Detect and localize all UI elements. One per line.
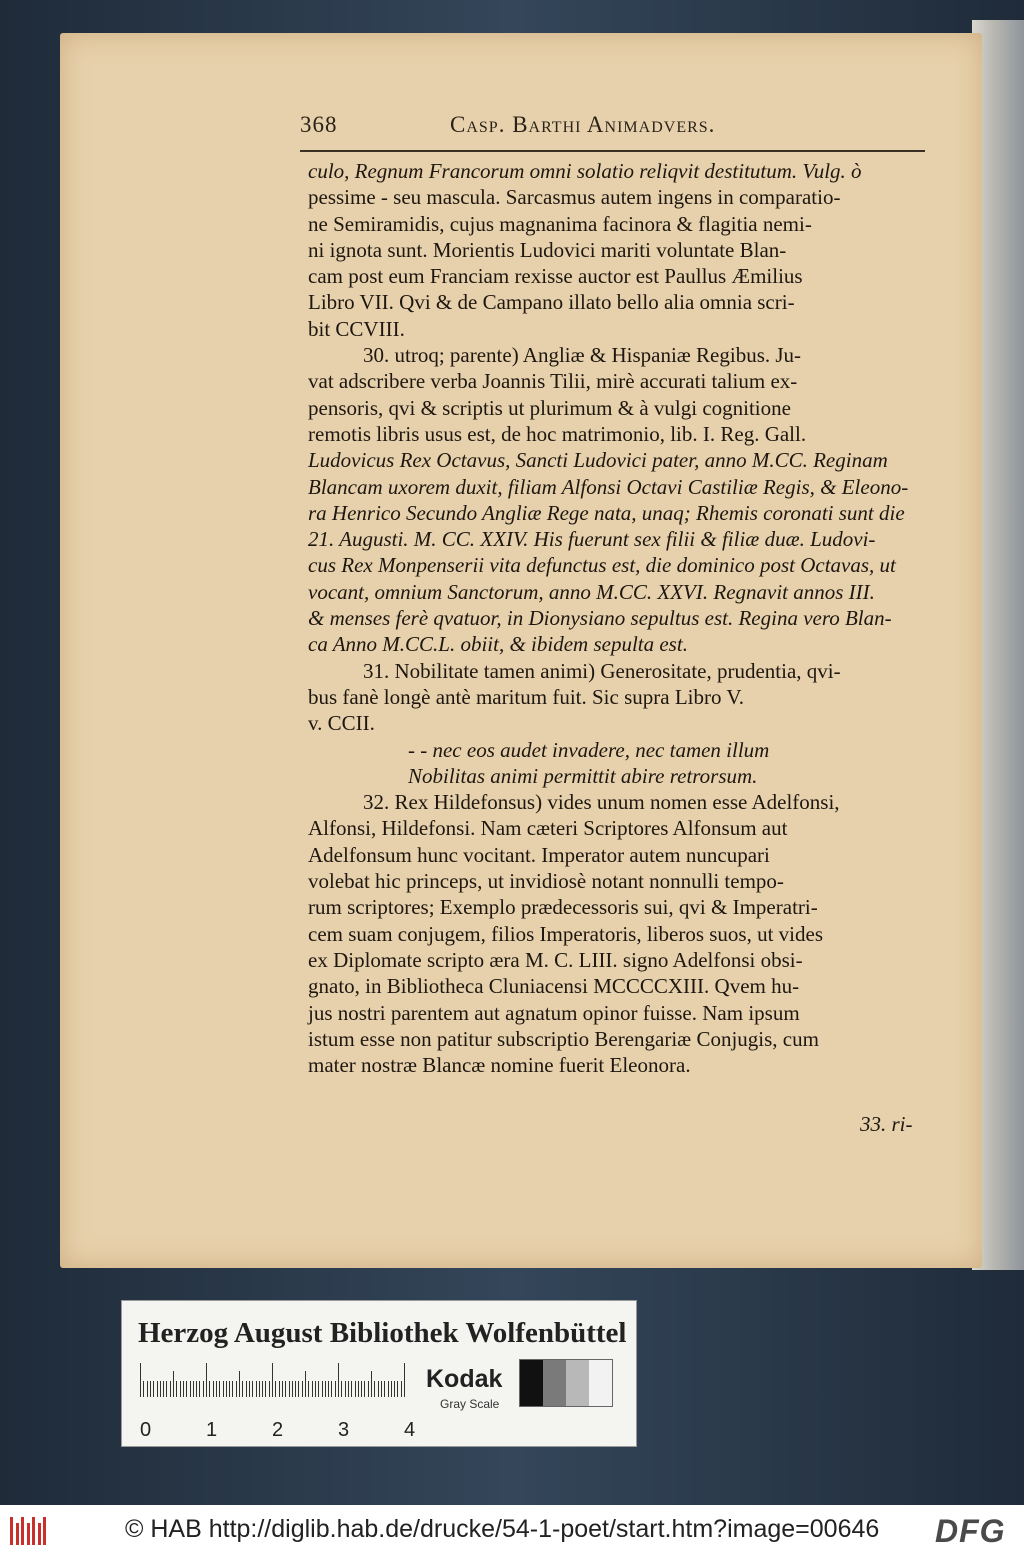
- ruler-tick: [302, 1381, 303, 1397]
- text-line: bit CCVIII.: [308, 316, 405, 341]
- ruler-tick: [265, 1381, 266, 1397]
- hab-logo-bar: [16, 1523, 19, 1545]
- text-line: pensoris, qvi & scriptis ut plurimum & à vulgi cognitione: [308, 395, 791, 420]
- ruler-tick: [160, 1381, 161, 1397]
- ruler-tick: [298, 1381, 299, 1397]
- text-line: bus fanè longè antè maritum fuit. Sic supra Libro V.: [308, 684, 745, 709]
- hab-logo-bar: [21, 1517, 24, 1545]
- ruler-tick: [239, 1371, 240, 1397]
- catchword: 33. ri-: [860, 1112, 913, 1136]
- ruler-number: 4: [404, 1419, 416, 1441]
- ruler-tick: [315, 1381, 316, 1397]
- ruler-tick: [285, 1381, 286, 1397]
- ruler-tick: [153, 1381, 154, 1397]
- hab-logo-icon: [10, 1517, 48, 1545]
- text-line: 32. Rex Hildefonsus) vides unum nomen esse Adelfonsi,: [363, 790, 840, 815]
- ruler-number: 3: [338, 1419, 350, 1441]
- ruler-tick: [186, 1381, 187, 1397]
- ruler-tick: [190, 1381, 191, 1397]
- ruler-number: 0: [140, 1419, 152, 1441]
- ruler-tick: [272, 1363, 273, 1397]
- text-line: 31. Nobilitate tamen animi) Generositate, prudentia, qvi-: [363, 658, 841, 683]
- ruler-tick: [384, 1381, 385, 1397]
- ruler-tick: [269, 1381, 270, 1397]
- ruler-tick: [252, 1381, 253, 1397]
- text-line: jus nostri parentem aut agnatum opinor fuisse. Nam ipsum: [308, 1000, 800, 1025]
- ruler-tick: [322, 1381, 323, 1397]
- text-line: volebat hic princeps, ut invidiosè notant nonnulli tempo-: [308, 869, 784, 894]
- text-line: remotis libris usus est, de hoc matrimonio, lib. I. Reg. Gall.: [308, 421, 807, 446]
- ruler-tick: [397, 1381, 398, 1397]
- text-line: Libro VII. Qvi & de Campano illato bello alia omnia scri-: [308, 290, 795, 315]
- ruler-tick: [371, 1371, 372, 1397]
- ruler-tick: [183, 1381, 184, 1397]
- ruler-tick: [328, 1381, 329, 1397]
- ruler-tick: [308, 1381, 309, 1397]
- ruler-tick: [318, 1381, 319, 1397]
- ruler-tick: [216, 1381, 217, 1397]
- text-line: ca Anno M.CC.L. obiit, & ibidem sepulta est.: [308, 632, 688, 657]
- color-target-card: [121, 1300, 637, 1447]
- ruler-tick: [358, 1381, 359, 1397]
- text-line: & menses ferè qvatuor, in Dionysiano sepultus est. Regina vero Blan-: [308, 606, 892, 631]
- ruler-tick: [199, 1381, 200, 1397]
- ruler-tick: [203, 1381, 204, 1397]
- kodak-logo: Kodak: [426, 1365, 503, 1393]
- text-line: ra Henrico Secundo Angliæ Rege nata, unaq; Rhemis coronati sunt die: [308, 500, 905, 525]
- ruler-tick: [345, 1381, 346, 1397]
- ruler-tick: [259, 1381, 260, 1397]
- text-line: vat adscribere verba Joannis Tilii, mirè accurati talium ex-: [308, 369, 798, 394]
- ruler-tick: [289, 1381, 290, 1397]
- ruler-tick: [249, 1381, 250, 1397]
- text-line: mater nostræ Blancæ nomine fuerit Eleonora.: [308, 1053, 691, 1078]
- ruler-tick: [374, 1381, 375, 1397]
- ruler-tick: [170, 1381, 171, 1397]
- ruler-tick: [312, 1381, 313, 1397]
- ruler-tick: [275, 1381, 276, 1397]
- ruler-tick: [246, 1381, 247, 1397]
- ruler-tick: [166, 1381, 167, 1397]
- ruler-tick: [157, 1381, 158, 1397]
- ruler-tick: [325, 1381, 326, 1397]
- text-line: pessime - seu mascula. Sarcasmus autem ingens in comparatio-: [308, 185, 841, 210]
- text-line: cam post eum Franciam rexisse auctor est Paullus Æmilius: [308, 264, 803, 289]
- ruler-tick: [341, 1381, 342, 1397]
- text-line: cus Rex Monpenserii vita defunctus est, die dominico post Octavas, ut: [308, 553, 896, 578]
- text-line: Alfonsi, Hildefonsi. Nam cæteri Scriptores Alfonsum aut: [308, 816, 788, 841]
- ruler-tick: [143, 1381, 144, 1397]
- text-line: gnato, in Bibliotheca Cluniacensi MCCCCXIII. Qvem hu-: [308, 974, 800, 999]
- ruler-tick: [163, 1381, 164, 1397]
- ruler-tick: [150, 1381, 151, 1397]
- gray-patch: [543, 1360, 566, 1406]
- ruler-tick: [404, 1363, 405, 1397]
- ruler-tick: [256, 1381, 257, 1397]
- ruler-tick: [388, 1381, 389, 1397]
- library-name: Herzog August Bibliothek Wolfenbüttel: [138, 1317, 627, 1349]
- ruler-tick: [361, 1381, 362, 1397]
- ruler-tick: [391, 1381, 392, 1397]
- dfg-logo: DFG: [935, 1513, 1006, 1549]
- text-line: 21. Augusti. M. CC. XXIV. His fuerunt sex filii & filiæ duæ. Ludovi-: [308, 527, 876, 552]
- ruler-tick: [331, 1381, 332, 1397]
- text-line: v. CCII.: [308, 711, 375, 736]
- gray-patch: [520, 1360, 543, 1406]
- ruler-tick: [219, 1381, 220, 1397]
- gray-scale-label: Gray Scale: [440, 1397, 500, 1411]
- ruler-tick: [292, 1381, 293, 1397]
- ruler-tick: [378, 1381, 379, 1397]
- text-line: Adelfonsum hunc vocitant. Imperator autem nuncupari: [308, 842, 770, 867]
- ruler-tick: [262, 1381, 263, 1397]
- hab-logo-bar: [43, 1517, 46, 1545]
- text-line: ni ignota sunt. Morientis Ludovici mariti voluntate Blan-: [308, 237, 787, 262]
- gray-scale-patches: [519, 1359, 613, 1407]
- ruler-tick: [193, 1381, 194, 1397]
- head-rule: [300, 150, 925, 152]
- ruler-tick: [295, 1381, 296, 1397]
- ruler-tick: [206, 1363, 207, 1397]
- ruler-tick: [351, 1381, 352, 1397]
- text-line: Nobilitas animi permittit abire retrorsum.: [408, 763, 758, 788]
- ruler-tick: [394, 1381, 395, 1397]
- ruler-tick: [147, 1381, 148, 1397]
- text-line: istum esse non patitur subscriptio Berengariæ Conjugis, cum: [308, 1026, 819, 1051]
- footer-credit[interactable]: © HAB http://diglib.hab.de/drucke/54-1-poet/start.htm?image=00646: [125, 1515, 880, 1543]
- footer-bar: [0, 1505, 1024, 1557]
- ruler-tick: [364, 1381, 365, 1397]
- ruler-tick: [282, 1381, 283, 1397]
- gray-patch: [589, 1360, 612, 1406]
- text-line: ne Semiramidis, cujus magnanima facinora & flagitia nemi-: [308, 211, 812, 236]
- hab-logo-bar: [32, 1517, 35, 1545]
- ruler-tick: [279, 1381, 280, 1397]
- text-line: culo, Regnum Francorum omni solatio reliqvit destitutum. Vulg. ò: [308, 159, 862, 183]
- ruler-tick: [338, 1363, 339, 1397]
- page-number: 368: [300, 112, 338, 137]
- text-line: ex Diplomate scripto æra M. C. LIII. signo Adelfonsi obsi-: [308, 947, 803, 972]
- text-line: - - nec eos audet invadere, nec tamen illum: [408, 737, 770, 762]
- ruler-tick: [355, 1381, 356, 1397]
- ruler-tick: [229, 1381, 230, 1397]
- ruler-tick: [196, 1381, 197, 1397]
- hab-logo-bar: [10, 1517, 13, 1545]
- text-block: [308, 158, 933, 1078]
- ruler-tick: [209, 1381, 210, 1397]
- ruler-tick: [368, 1381, 369, 1397]
- running-title: Casp. Barthi Animadvers.: [450, 112, 716, 137]
- ruler-tick: [401, 1381, 402, 1397]
- ruler-tick: [236, 1381, 237, 1397]
- ruler-tick: [180, 1381, 181, 1397]
- ruler-tick: [305, 1371, 306, 1397]
- ruler-tick: [176, 1381, 177, 1397]
- running-head: [300, 108, 930, 144]
- ruler-number: 1: [206, 1419, 218, 1441]
- ruler-tick: [173, 1371, 174, 1397]
- ruler-tick: [335, 1381, 336, 1397]
- ruler-tick: [226, 1381, 227, 1397]
- ruler-tick: [348, 1381, 349, 1397]
- text-line: 30. utroq; parente) Angliæ & Hispaniæ Regibus. Ju-: [363, 343, 802, 368]
- text-line: Ludovicus Rex Octavus, Sancti Ludovici pater, anno M.CC. Reginam: [308, 448, 888, 473]
- ruler-tick: [242, 1381, 243, 1397]
- ruler-number: 2: [272, 1419, 284, 1441]
- ruler: [140, 1371, 410, 1415]
- ruler-tick: [232, 1381, 233, 1397]
- text-line: Blancam uxorem duxit, filiam Alfonsi Octavi Castiliæ Regis, & Eleono-: [308, 474, 909, 499]
- hab-logo-bar: [38, 1523, 41, 1545]
- text-line: vocant, omnium Sanctorum, anno M.CC. XXVI. Regnavit annos III.: [308, 579, 875, 604]
- text-line: rum scriptores; Exemplo prædecessoris sui, qvi & Imperatri-: [308, 895, 818, 920]
- hab-logo-bar: [27, 1523, 30, 1545]
- gray-patch: [566, 1360, 589, 1406]
- ruler-tick: [223, 1381, 224, 1397]
- text-line: cem suam conjugem, filios Imperatoris, liberos suos, ut vides: [308, 921, 823, 946]
- ruler-tick: [213, 1381, 214, 1397]
- ruler-tick: [381, 1381, 382, 1397]
- ruler-tick: [140, 1363, 141, 1397]
